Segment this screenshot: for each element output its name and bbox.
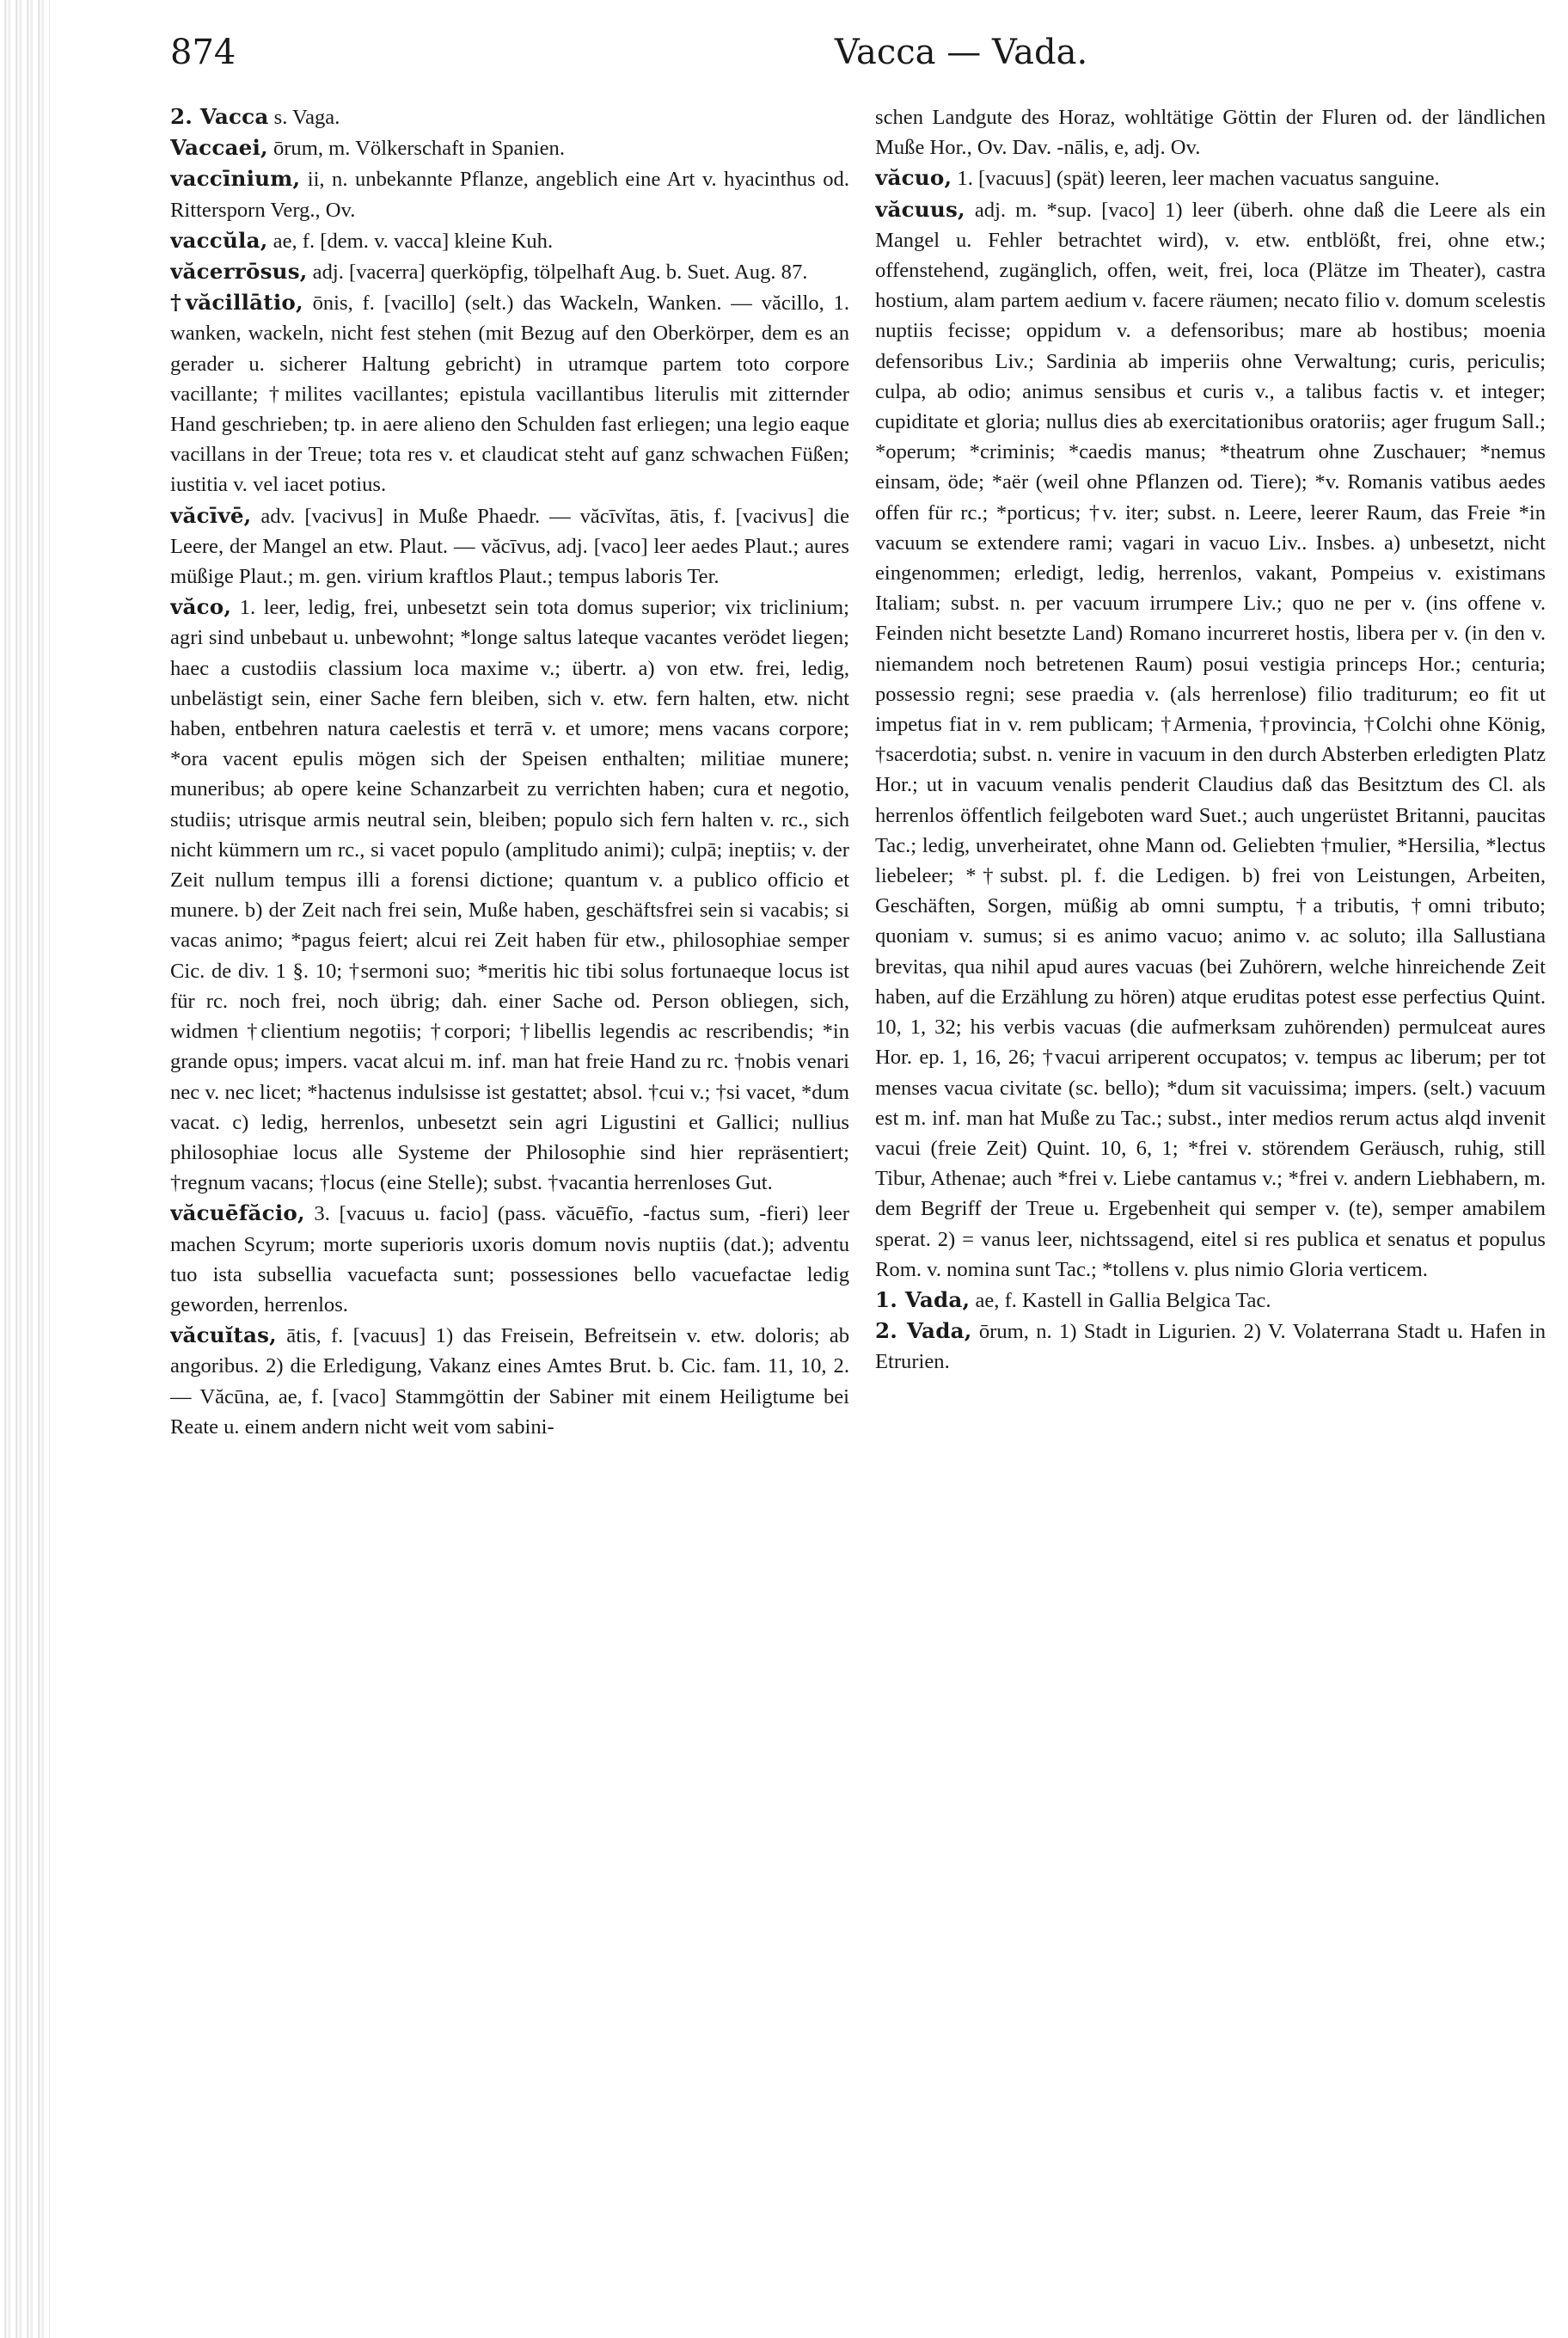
- dictionary-entry: [170, 132, 849, 163]
- entry-text: adj. m. *sup. [vaco] 1) leer (überh. ohne daß die Leere als ein Mangel u. Fehler betrachtet wird), v. etw. entblößt, frei, ohne etw.; offenstehend, zugänglich, offen, weit, frei, loca (Plätze im Theater), castra hostium, alam partem aedium v. facere räumen; necato filio v. domum scelestis nuptiis fecisse; oppidum v. a defensoribus; mare ab hostibus; moenia defensoribus Liv.; Sardinia ab imperiis ohne Verwaltung; curis, periculis; culpa, ab odio; animus sensibus et curis v., a talibus factis v. et integer; cupiditate et gloria; nullus dies ab exercitationibus oratoriis; ager frugum Sall.; *operum; *criminis; *caedis manus; *theatrum ohne Zuschauer; *nemus einsam, öde; *aër (weil ohne Pflanzen od. Tiere); *v. Romanis vatibus aedes offen für rc.; *porticus; †v. iter; subst. n. Leere, leerer Raum, das Freie *in vacuum se extendere rami; vagari in vacuo Liv.. Insbes. a) unbesetzt, nicht eingenommen; erledigt, ledig, herrenlos, vakant, Pompeius v. existimans Italiam; subst. n. per vacuum irrumpere Liv.; quo ne per v. (ins offene v. Feinden nicht besetzte Land) Romano incurreret hostis, libera per v. (in den v. niemandem noch betretenen Raum) posui vestigia princeps Hor.; centuria; possessio regni; sese praedia v. (als herrenlose) filio traditurum; eo fit ut impetus fiat in v. rem publicam; †Armenia, †provincia, †Colchi ohne König, †sacerdotia; subst. n. venire in vacuum in den durch Absterben erledigten Platz Hor.; ut in vacuum venalis penderit Claudius daß das Besitztum des Cl. als herrenlos öffentlich feilgeboten ward Suet.; auch ungerüstet Britanni, paucitas Tac.; ledig, unverheiratet, ohne Mann od. Geliebten †mulier, *Hersilia, *lectus liebeleer; *†subst. pl. f. die Ledigen. b) frei von Leistungen, Arbeiten, Geschäften, Sorgen, müßig ab omni sumptu, †a tributis, †omni tributo; quoniam v. sumus; si es animo vacuo; animo v. ac soluto; illa Sallustiana brevitas, qua nihil apud aures vacuas (bei Zuhörern, welche hinreichende Zeit haben, auf die Erzählung zu hören) atque eruditas potest esse perfectius Quint. 10, 1, 32; his verbis vacuas (die aufmerksam zuhörenden) permulceat aures Hor. ep. 1, 16, 26; †vacui arriperent occupatos; v. tempus ac liberum; per tot menses vacua civitate (sc. bello); *dum sit vacuissima; impers. (selt.) vacuum est m. inf. man hat Muße zu Tac.; subst., inter medios rerum actus alqd invenit vacui (freie Zeit) Quint. 10, 6, 1; *frei v. störendem Geräusch, ruhig, still Tibur, Athenae; auch *frei v. Liebe cantamus v.; *frei v. andern Liebhabern, m. dem Begriff der Treue u. Ergebenheit qui semper v. (te), semper amabilem sperat. 2) = vanus leer, nichtssagend, eitel si res publica et senatus et populus Rom. v. nomina sunt Tac.; *tollens v. plus nimio Gloria verticem.: [875, 198, 1546, 1281]
- entry-headword: văcerrōsus,: [170, 259, 308, 285]
- entry-text: adv. [vacivus] in Muße Phaedr. — văcīvĭtas, ātis, f. [vacivus] die Leere, der Mangel an etw. Plaut. — văcīvus, adj. [vaco] leer aedes Plaut.; aures müßige Plaut.; m. gen. virium kraftlos Plaut.; tempus laboris Ter.: [170, 504, 849, 589]
- dictionary-entry: [875, 1285, 1546, 1316]
- dictionary-entry: [875, 1316, 1546, 1377]
- dictionary-entry: [875, 163, 1546, 193]
- entry-text: schen Landgute des Horaz, wohltätige Göttin der Fluren od. der ländlichen Muße Hor., Ov. Dav. -nālis, e, adj. Ov.: [875, 106, 1546, 160]
- dictionary-entry: [170, 1198, 849, 1320]
- entry-text: ātis, f. [vacuus] 1) das Freisein, Befreitsein v. etw. doloris; ab angoribus. 2) die Erledigung, Vakanz eines Amtes Brut. b. Cic. fam. 11, 10, 2. — Văcūna, ae, f. [vaco] Stammgöttin der Sabiner mit einem Heiligtume bei Reate u. einem andern nicht weit vom sabini-: [170, 1324, 849, 1439]
- page-number: 874: [170, 33, 236, 72]
- entry-text: 1. leer, ledig, frei, unbesetzt sein tota domus superior; vix triclinium; agri sind unbebaut u. unbewohnt; *longe saltus lateque vacantes verödet liegen; haec a custodiis classium loca maxime v.; übertr. a) von etw. frei, ledig, unbelästigt sein, einer Sache fern bleiben, sich v. etw. fern halten, etw. nicht haben, entbehren natura caelestis et terrā v. et umore; mens vacans corpore; *ora vacent epulis mögen sich der Speisen enthalten; militiae munere; muneribus; ab opere keine Schanzarbeit zu verrichten haben; cura et negotio, studiis; utrisque armis neutral sein, bleiben; populo sich fern halten v. rc., sich nicht kümmern um rc., si vacet populo (amplitudo animi); culpā; ineptiis; v. der Zeit nullum tempus illi a forensi dictione; quantum v. a publico officio et munere. b) der Zeit nach frei sein, Muße haben, geschäftsfrei sein si vacabis; si vacas animo; *pagus feiert; alcui rei Zeit haben für etw., philosophiae semper Cic. de div. 1 §. 10; †sermoni suo; *meritis hic tibi solus fortunaeque locus ist für rc. noch frei, noch übrig; dah. einer Sache od. Person obliegen, sich, widmen †clientium negotiis; †corpori; †libellis legendis ac rescribendis; *in grande opus; impers. vacat alcui m. inf. man hat freie Hand zu rc. †nobis venari nec v. nec licet; *hactenus indulsisse ist gestattet; absol. †cui v.; †si vacet, *dum vacat. c) ledig, herrenlos, unbesetzt sein agri Ligustini et Gallici; nullius philosophiae locus alle Systeme der Philosophie sind hier repräsentiert; †regnum vacans; †locus (eine Stelle); subst. †vacantia herrenloses Gut.: [170, 596, 849, 1195]
- entry-headword: 1. Vada,: [875, 1286, 971, 1312]
- entry-text: ae, f. [dem. v. vacca] kleine Kuh.: [267, 229, 554, 253]
- dictionary-entry: [170, 101, 849, 132]
- dictionary-entry: [170, 592, 849, 1198]
- dictionary-entry: [170, 163, 849, 224]
- entry-headword: 2. Vada,: [875, 1318, 972, 1344]
- dictionary-entry: [170, 225, 849, 256]
- entry-text: ii, n. unbekannte Pflanze, angeblich eine Art v. hyacinthus od. Rittersporn Verg., Ov.: [170, 168, 849, 222]
- entry-text: ōrum, n. 1) Stadt in Ligurien. 2) V. Volaterrana Stadt u. Hafen in Etrurien.: [875, 1320, 1546, 1374]
- entry-headword: văcīvē,: [170, 502, 252, 528]
- entry-text: 3. [vacuus u. facio] (pass. văcuēfīo, -factus sum, -fieri) leer machen Scyrum; morte superioris uxoris domum novis nuptiis (dat.); adventu tuo ista subsellia vacuefacta sunt; possessiones bello vacuefactae ledig geworden, herrenlos.: [170, 1202, 849, 1316]
- entry-headword: vaccŭla,: [170, 227, 268, 253]
- left-column: [170, 101, 849, 2303]
- dictionary-entry: [875, 194, 1546, 1285]
- entry-headword: văcuēfăcio,: [170, 1200, 305, 1226]
- scan-binding-edge: [0, 0, 50, 2338]
- dictionary-entry: [170, 500, 849, 592]
- entry-headword: văcuo,: [875, 165, 952, 191]
- page-header: [170, 33, 1546, 84]
- entry-headword: 2. Vacca: [170, 104, 269, 129]
- right-column: [875, 101, 1546, 2303]
- running-head: Vacca — Vada.: [834, 33, 1088, 72]
- entry-text: ōrum, m. Völkerschaft in Spanien.: [267, 137, 565, 161]
- dictionary-entry-continuation: [875, 101, 1546, 163]
- entry-text: ae, f. Kastell in Gallia Belgica Tac.: [970, 1288, 1271, 1312]
- entry-headword: văco,: [170, 594, 232, 620]
- entry-text: 1. [vacuus] (spät) leeren, leer machen vacuatus sanguine.: [952, 167, 1440, 191]
- entry-headword: Vaccaei,: [170, 135, 268, 161]
- entry-text: ōnis, f. [vacillo] (selt.) das Wackeln, Wanken. — văcillo, 1. wanken, wackeln, nicht fest stehen (mit Bezug auf den Oberkörper, dem es an gerader u. sicherer Haltung gebricht) in utramque partem toto corpore vacillante; †milites vacillantes; epistula vacillantibus literulis mit zitternder Hand geschrieben; tp. in aere alieno den Schulden fast erliegen; una legio eaque vacillans in der Treue; tota res v. et claudicat steht auf ganz schwachen Füßen; iustitia v. vel iacet potius.: [170, 291, 849, 497]
- dictionary-entry: [170, 287, 849, 500]
- entry-headword: †văcillātio,: [170, 290, 303, 316]
- entry-text: s. Vaga.: [268, 106, 340, 129]
- entry-text: adj. [vacerra] querköpfig, tölpelhaft Aug. b. Suet. Aug. 87.: [307, 261, 808, 285]
- entry-headword: văcuĭtas,: [170, 1322, 277, 1348]
- dictionary-entry: [170, 256, 849, 287]
- entry-headword: vaccīnium,: [170, 166, 301, 192]
- dictionary-entry: [170, 1320, 849, 1442]
- entry-headword: văcuus,: [875, 196, 965, 222]
